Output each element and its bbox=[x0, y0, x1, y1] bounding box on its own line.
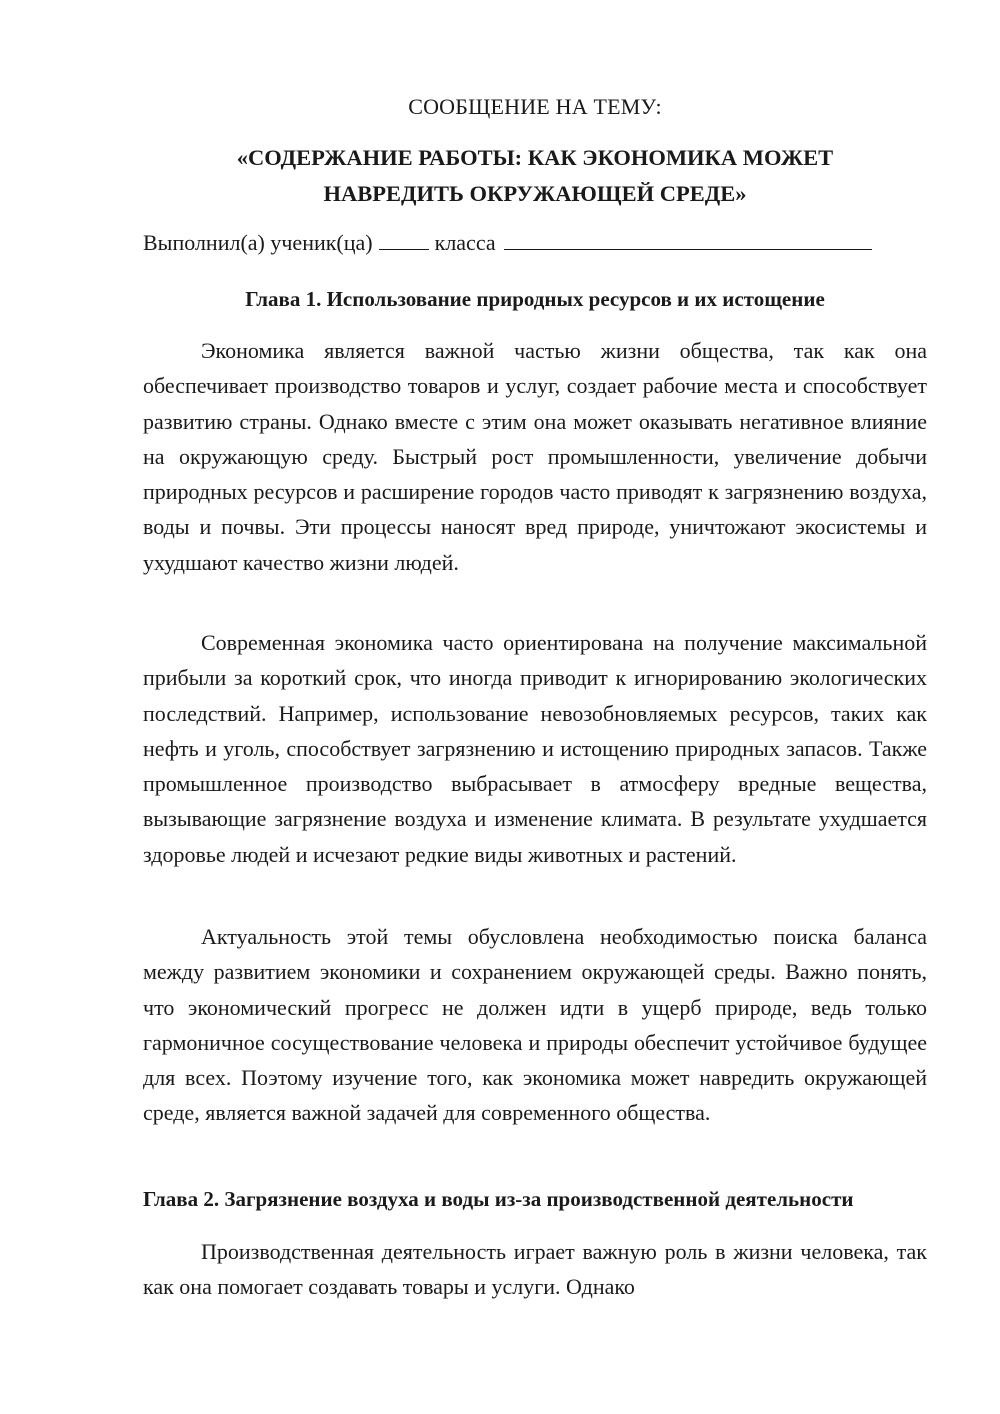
document-heading: СООБЩЕНИЕ НА ТЕМУ: bbox=[408, 94, 662, 119]
chapter-2-paragraph-1: Производственная деятельность играет важную роль в жизни человека, так как она помогает создавать товары и услуги. Однако bbox=[143, 1239, 927, 1300]
document-title-line-1: «СОДЕРЖАНИЕ РАБОТЫ: КАК ЭКОНОМИКА МОЖЕТ bbox=[236, 145, 834, 170]
chapter-1-paragraph-2: Современная экономика часто ориентирована на получение максимальной прибыли за короткий срок, что иногда приводит к игнорированию экологических последствий. Например, использование невозобновляемых ресурсов, таких как нефть и уголь, способствует загрязнению и истощению природных запасов. Также промышленное производство выбрасывает в атмосферу вредные вещества, вызывающие загрязнение воздуха и изменение климата. В результате ухудшается здоровье людей и исчезают редкие виды животных и растений. bbox=[143, 630, 927, 867]
author-line bbox=[143, 230, 927, 256]
class-number-blank bbox=[379, 230, 429, 250]
class-label: класса bbox=[434, 230, 496, 255]
chapter-1-paragraph-3: Актуальность этой темы обусловлена необходимостью поиска баланса между развитием экономики и сохранением окружающей среды. Важно понять, что экономический прогресс не должен идти в ущерб природе, ведь только гармоничное сосуществование человека и природы обеспечит устойчивое будущее для всех. Поэтому изучение того, как экономика может навредить окружающей среде, является важной задачей для современного общества. bbox=[143, 924, 927, 1126]
student-name-blank bbox=[504, 230, 872, 250]
author-label: Выполнил(а) ученик(ца) bbox=[143, 230, 373, 255]
document-title bbox=[143, 140, 927, 212]
chapter-1-title: Глава 1. Использование природных ресурсов и их истощение bbox=[245, 287, 825, 311]
chapter-2-title: Глава 2. Загрязнение воздуха и воды из-за производственной деятельности bbox=[143, 1187, 854, 1211]
chapter-1-paragraph-1: Экономика является важной частью жизни общества, так как она обеспечивает производство товаров и услуг, создает рабочие места и способствует развитию страны. Однако вместе с этим она может оказывать негативное влияние на окружающую среду. Быстрый рост промышленности, увеличение добычи природных ресурсов и расширение городов часто приводят к загрязнению воздуха, воды и почвы. Эти процессы наносят вред природе, уничтожают экосистемы и ухудшают качество жизни людей. bbox=[143, 338, 927, 575]
document-title-line-2: НАВРЕДИТЬ ОКРУЖАЮЩЕЙ СРЕДЕ» bbox=[323, 181, 747, 206]
